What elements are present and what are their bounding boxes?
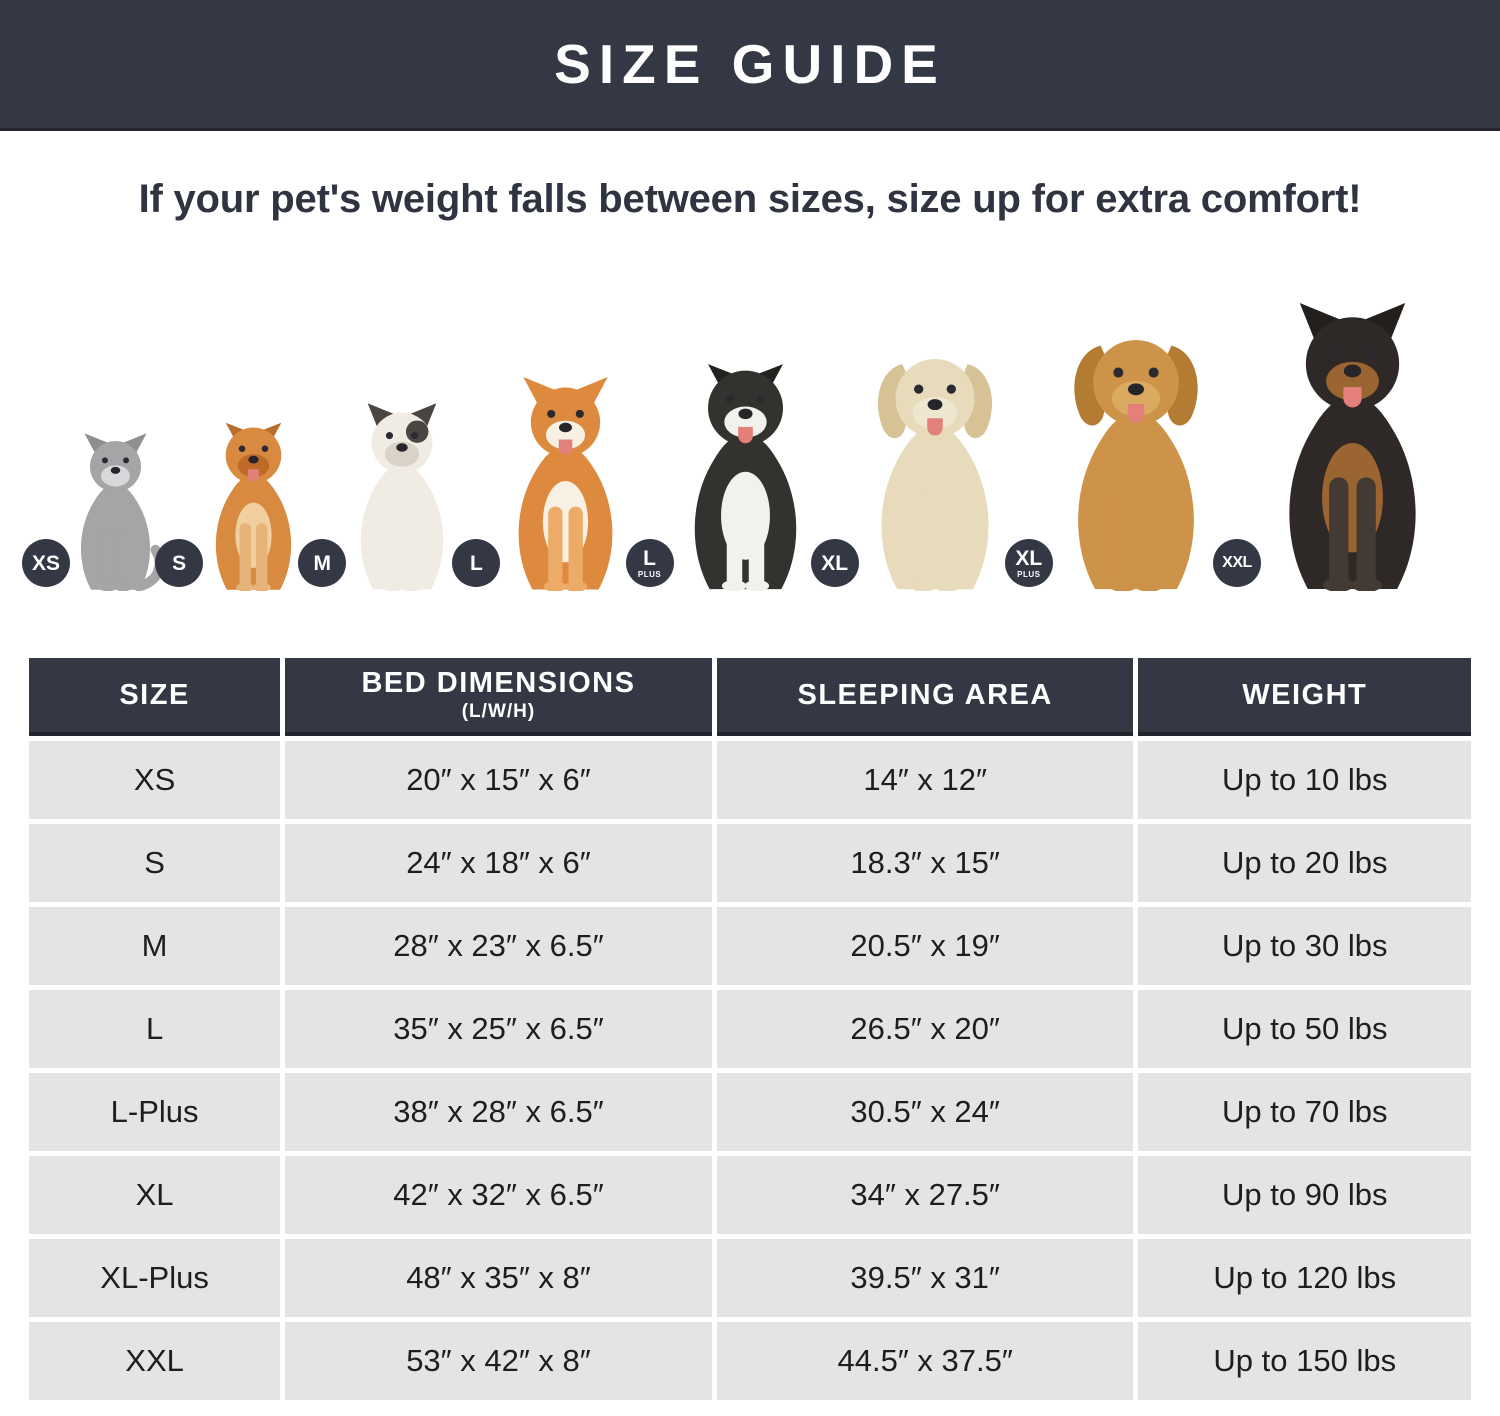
cell-weight: Up to 90 lbs bbox=[1138, 1156, 1471, 1234]
cell-sleeping-area: 26.5″ x 20″ bbox=[717, 990, 1134, 1068]
size-badge-xl-plus bbox=[1005, 539, 1053, 587]
size-badge-label: S bbox=[172, 551, 187, 575]
cell-weight: Up to 120 lbs bbox=[1138, 1239, 1471, 1317]
pomeranian-illustration bbox=[172, 419, 314, 591]
cell-size: XXL bbox=[29, 1322, 280, 1400]
col-header-bed-dimensions bbox=[285, 658, 712, 736]
table-row bbox=[29, 1156, 1471, 1234]
cell-bed-dimensions: 24″ x 18″ x 6″ bbox=[285, 824, 712, 902]
size-badge-label: XL bbox=[1015, 546, 1043, 570]
col-header-bed-dimensions-label: BED DIMENSIONS bbox=[361, 667, 636, 699]
doberman-illustration bbox=[1222, 303, 1454, 591]
table-row bbox=[29, 824, 1471, 902]
table-row bbox=[29, 1073, 1471, 1151]
size-badge-label: L bbox=[470, 551, 483, 575]
cell-bed-dimensions: 20″ x 15″ x 6″ bbox=[285, 741, 712, 819]
cell-bed-dimensions: 28″ x 23″ x 6.5″ bbox=[285, 907, 712, 985]
size-badge-xl bbox=[811, 539, 859, 587]
cell-weight: Up to 70 lbs bbox=[1138, 1073, 1471, 1151]
subtitle: If your pet's weight falls between sizes, size up for extra comfort! bbox=[138, 177, 1362, 221]
col-header-size-label: SIZE bbox=[119, 678, 190, 711]
size-badge-label: L bbox=[643, 546, 656, 570]
col-header-weight bbox=[1138, 658, 1471, 736]
cell-size: L-Plus bbox=[29, 1073, 280, 1151]
cell-size: L bbox=[29, 990, 280, 1068]
table-row bbox=[29, 741, 1471, 819]
cell-bed-dimensions: 53″ x 42″ x 8″ bbox=[285, 1322, 712, 1400]
size-badge-xs bbox=[22, 539, 70, 587]
cell-size: XS bbox=[29, 741, 280, 819]
cell-bed-dimensions: 38″ x 28″ x 6.5″ bbox=[285, 1073, 712, 1151]
cell-size: XL bbox=[29, 1156, 280, 1234]
cell-sleeping-area: 30.5″ x 24″ bbox=[717, 1073, 1134, 1151]
size-badge-label: XXL bbox=[1222, 554, 1252, 571]
cell-weight: Up to 20 lbs bbox=[1138, 824, 1471, 902]
size-badge-xxl bbox=[1213, 539, 1261, 587]
cell-bed-dimensions: 35″ x 25″ x 6.5″ bbox=[285, 990, 712, 1068]
page-title: SIZE GUIDE bbox=[554, 33, 946, 95]
size-badge-label: M bbox=[313, 551, 332, 575]
col-header-size bbox=[29, 658, 280, 736]
col-header-sleeping-area bbox=[717, 658, 1134, 736]
cell-weight: Up to 150 lbs bbox=[1138, 1322, 1471, 1400]
cell-sleeping-area: 14″ x 12″ bbox=[717, 741, 1134, 819]
table-row bbox=[29, 1239, 1471, 1317]
cell-sleeping-area: 34″ x 27.5″ bbox=[717, 1156, 1134, 1234]
pet-size-comparison bbox=[0, 223, 1500, 595]
size-badge-sublabel: PLUS bbox=[1017, 569, 1041, 579]
border-collie-illustration bbox=[637, 359, 827, 591]
size-badge-label: XL bbox=[821, 551, 849, 575]
cell-bed-dimensions: 48″ x 35″ x 8″ bbox=[285, 1239, 712, 1317]
labrador-illustration bbox=[821, 347, 1021, 591]
size-badge-l-plus bbox=[626, 539, 674, 587]
size-badge-sublabel: PLUS bbox=[637, 569, 662, 579]
shiba-inu-illustration bbox=[470, 377, 641, 591]
cell-weight: Up to 50 lbs bbox=[1138, 990, 1471, 1068]
table-row bbox=[29, 907, 1471, 985]
cell-size: XL-Plus bbox=[29, 1239, 280, 1317]
size-table-body bbox=[29, 741, 1471, 1400]
cell-sleeping-area: 18.3″ x 15″ bbox=[717, 824, 1134, 902]
golden-retriever-illustration bbox=[1015, 327, 1229, 591]
cell-sleeping-area: 44.5″ x 37.5″ bbox=[717, 1322, 1134, 1400]
table-row bbox=[29, 990, 1471, 1068]
cell-size: M bbox=[29, 907, 280, 985]
cell-size: S bbox=[29, 824, 280, 902]
header-bar bbox=[0, 0, 1500, 131]
size-badge-label: XS bbox=[31, 551, 60, 575]
size-badge-s bbox=[155, 539, 203, 587]
french-bulldog-illustration bbox=[313, 403, 468, 591]
col-header-bed-dimensions-sub: (L/W/H) bbox=[461, 701, 536, 722]
cell-sleeping-area: 20.5″ x 19″ bbox=[717, 907, 1134, 985]
table-header-row bbox=[29, 658, 1471, 736]
cell-sleeping-area: 39.5″ x 31″ bbox=[717, 1239, 1134, 1317]
cell-bed-dimensions: 42″ x 32″ x 6.5″ bbox=[285, 1156, 712, 1234]
cell-weight: Up to 30 lbs bbox=[1138, 907, 1471, 985]
table-row bbox=[29, 1322, 1471, 1400]
col-header-sleeping-area-label: SLEEPING AREA bbox=[797, 678, 1053, 711]
size-table bbox=[24, 653, 1476, 1405]
size-badge-m bbox=[298, 539, 346, 587]
col-header-weight-label: WEIGHT bbox=[1242, 678, 1368, 711]
cat-illustration bbox=[31, 433, 171, 591]
cell-weight: Up to 10 lbs bbox=[1138, 741, 1471, 819]
